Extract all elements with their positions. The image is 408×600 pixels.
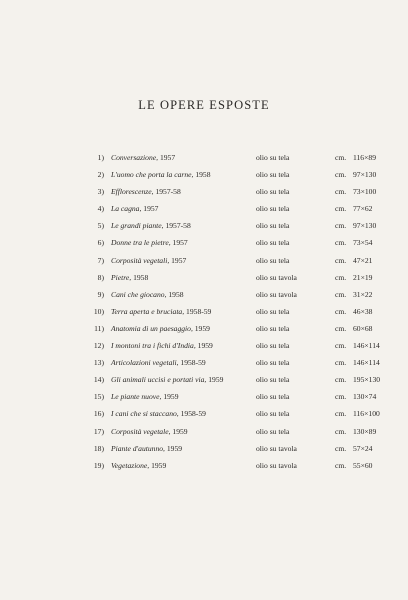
page-title: LE OPERE ESPOSTE	[138, 98, 270, 113]
work-number: 8)	[97, 272, 104, 282]
work-year: 1958	[168, 289, 184, 299]
work-title-text: Corposità vegetali,	[111, 255, 170, 265]
work-dimensions: 60×68	[353, 323, 373, 333]
work-year: 1959	[208, 375, 224, 385]
work-dimensions: 130×89	[353, 426, 377, 436]
work-dimensions: 146×114	[353, 341, 380, 351]
list-item	[0, 183, 408, 200]
work-title-text: Corposità vegetale,	[111, 426, 171, 436]
work-year: 1958	[195, 170, 211, 180]
dimension-unit: cm.	[335, 187, 347, 197]
work-number: 17)	[93, 426, 104, 436]
dimension-unit: cm.	[335, 358, 347, 368]
work-medium: olio su tavola	[256, 272, 297, 282]
work-title	[111, 440, 182, 457]
work-dimensions: 195×130	[353, 375, 381, 385]
work-title	[111, 354, 206, 371]
work-title-text: Terra aperta e bruciata,	[111, 306, 185, 316]
list-item	[0, 269, 408, 286]
dimension-unit: cm.	[335, 204, 347, 214]
work-number: 5)	[97, 221, 104, 231]
work-number: 14)	[93, 375, 104, 385]
work-year: 1959	[151, 460, 167, 470]
work-number: 16)	[93, 409, 104, 419]
work-medium: olio su tela	[256, 170, 290, 180]
work-year: 1957	[143, 204, 159, 214]
work-year: 1959	[197, 341, 213, 351]
work-number: 1)	[97, 153, 104, 162]
work-medium: olio su tela	[256, 153, 290, 162]
list-item	[0, 149, 408, 166]
work-title	[111, 252, 186, 269]
work-title	[111, 286, 184, 303]
work-title-text: Donne tra le pietre,	[111, 238, 171, 248]
work-title-text: Le piante nuove,	[111, 392, 162, 402]
dimension-unit: cm.	[335, 306, 347, 316]
work-title	[111, 166, 211, 183]
work-number: 19)	[93, 460, 104, 470]
work-title	[111, 371, 223, 388]
work-title	[111, 183, 181, 200]
dimension-unit: cm.	[335, 272, 347, 282]
list-item	[0, 423, 408, 440]
work-medium: olio su tela	[256, 375, 290, 385]
work-year: 1959	[166, 443, 183, 453]
work-medium: olio su tela	[256, 358, 290, 368]
work-year: 1957-58	[155, 187, 181, 197]
work-title-text: Le grandi piante,	[111, 221, 164, 231]
work-title	[111, 423, 188, 440]
dimension-unit: cm.	[335, 238, 347, 248]
dimension-unit: cm.	[335, 375, 347, 385]
work-medium: olio su tela	[256, 392, 290, 402]
work-title-text: Gli animali uccisi e portati via,	[111, 375, 207, 385]
work-year: 1958-59	[186, 306, 212, 316]
work-title-text: Conversazione,	[111, 153, 159, 162]
work-title	[111, 200, 158, 217]
work-medium: olio su tela	[256, 323, 290, 333]
work-dimensions: 47×21	[353, 255, 373, 265]
list-item	[0, 354, 408, 371]
work-dimensions: 116×100	[353, 409, 380, 419]
work-dimensions: 21×19	[353, 272, 373, 282]
work-dimensions: 116×89	[353, 153, 376, 162]
work-dimensions: 46×38	[353, 306, 373, 316]
work-number: 2)	[97, 170, 104, 180]
list-item	[0, 337, 408, 354]
dimension-unit: cm.	[335, 153, 347, 162]
work-year: 1957-58	[165, 221, 191, 231]
work-title	[111, 388, 179, 405]
work-title-text: Efflorescenze,	[111, 187, 154, 197]
work-year: 1958-59	[180, 409, 206, 419]
dimension-unit: cm.	[335, 341, 347, 351]
list-item	[0, 217, 408, 234]
work-title-text: Cani che giocano,	[111, 289, 167, 299]
list-item	[0, 405, 408, 422]
work-dimensions: 97×130	[353, 170, 377, 180]
work-number: 4)	[97, 204, 104, 214]
work-year: 1957	[159, 153, 176, 162]
work-medium: olio su tela	[256, 238, 290, 248]
work-dimensions: 77×62	[353, 204, 373, 214]
dimension-unit: cm.	[335, 221, 347, 231]
work-title-text: La cagna,	[111, 204, 142, 214]
work-title-text: I montoni tra i fichi d'India,	[111, 341, 196, 351]
list-item	[0, 440, 408, 457]
work-medium: olio su tavola	[256, 289, 297, 299]
dimension-unit: cm.	[335, 443, 347, 453]
work-title-text: Articolazioni vegetali,	[111, 358, 179, 368]
work-medium: olio su tela	[256, 187, 290, 197]
list-item	[0, 286, 408, 303]
work-year: 1958-59	[180, 358, 206, 368]
work-year: 1959	[163, 392, 179, 402]
work-medium: olio su tela	[256, 255, 290, 265]
list-item	[0, 234, 408, 251]
work-number: 7)	[97, 255, 104, 265]
work-dimensions: 146×114	[353, 358, 380, 368]
work-year: 1958	[133, 272, 149, 282]
work-medium: olio su tela	[256, 341, 290, 351]
works-list	[0, 149, 408, 474]
work-title-text: Vegetazione,	[111, 460, 150, 470]
work-medium: olio su tavola	[256, 460, 297, 470]
work-dimensions: 57×24	[353, 443, 373, 453]
work-title-text: I cani che si staccano,	[111, 409, 179, 419]
work-title-text: Anatomia di un paesaggio,	[111, 323, 193, 333]
work-number: 18)	[93, 443, 104, 453]
work-title	[111, 303, 211, 320]
list-item	[0, 388, 408, 405]
work-number: 10)	[93, 306, 104, 316]
work-dimensions: 130×74	[353, 392, 377, 402]
list-item	[0, 200, 408, 217]
work-dimensions: 31×22	[353, 289, 373, 299]
work-year: 1959	[172, 426, 188, 436]
list-item	[0, 320, 408, 337]
dimension-unit: cm.	[335, 170, 347, 180]
list-item	[0, 303, 408, 320]
work-number: 12)	[93, 341, 104, 351]
work-number: 13)	[93, 358, 104, 368]
work-medium: olio su tavola	[256, 443, 297, 453]
work-title	[111, 405, 206, 422]
work-number: 9)	[97, 289, 104, 299]
dimension-unit: cm.	[335, 392, 347, 402]
work-title	[111, 457, 166, 474]
work-year: 1957	[171, 255, 187, 265]
dimension-unit: cm.	[335, 426, 347, 436]
dimension-unit: cm.	[335, 323, 347, 333]
dimension-unit: cm.	[335, 255, 347, 265]
list-item	[0, 252, 408, 269]
dimension-unit: cm.	[335, 409, 347, 419]
work-title	[111, 217, 191, 234]
work-title-text: Piante d'autunno,	[111, 443, 165, 453]
list-item	[0, 457, 408, 474]
work-medium: olio su tela	[256, 426, 290, 436]
work-year: 1959	[194, 323, 210, 333]
work-medium: olio su tela	[256, 409, 290, 419]
work-dimensions: 55×60	[353, 460, 373, 470]
work-number: 3)	[97, 187, 104, 197]
work-dimensions: 97×130	[353, 221, 377, 231]
work-dimensions: 73×100	[353, 187, 377, 197]
work-title	[111, 234, 188, 251]
work-dimensions: 73×54	[353, 238, 373, 248]
work-title	[111, 337, 213, 354]
work-title	[111, 320, 210, 337]
work-medium: olio su tela	[256, 221, 290, 231]
work-title-text: L'uomo che porta la carne,	[111, 170, 194, 180]
list-item	[0, 166, 408, 183]
work-year: 1957	[172, 238, 188, 248]
work-number: 11)	[94, 323, 104, 333]
work-title	[111, 149, 175, 166]
work-medium: olio su tela	[256, 306, 290, 316]
dimension-unit: cm.	[335, 460, 347, 470]
work-number: 15)	[93, 392, 104, 402]
work-title-text: Pietre,	[111, 272, 132, 282]
dimension-unit: cm.	[335, 289, 347, 299]
work-medium: olio su tela	[256, 204, 290, 214]
list-item	[0, 371, 408, 388]
work-title	[111, 269, 148, 286]
work-number: 6)	[97, 238, 104, 248]
